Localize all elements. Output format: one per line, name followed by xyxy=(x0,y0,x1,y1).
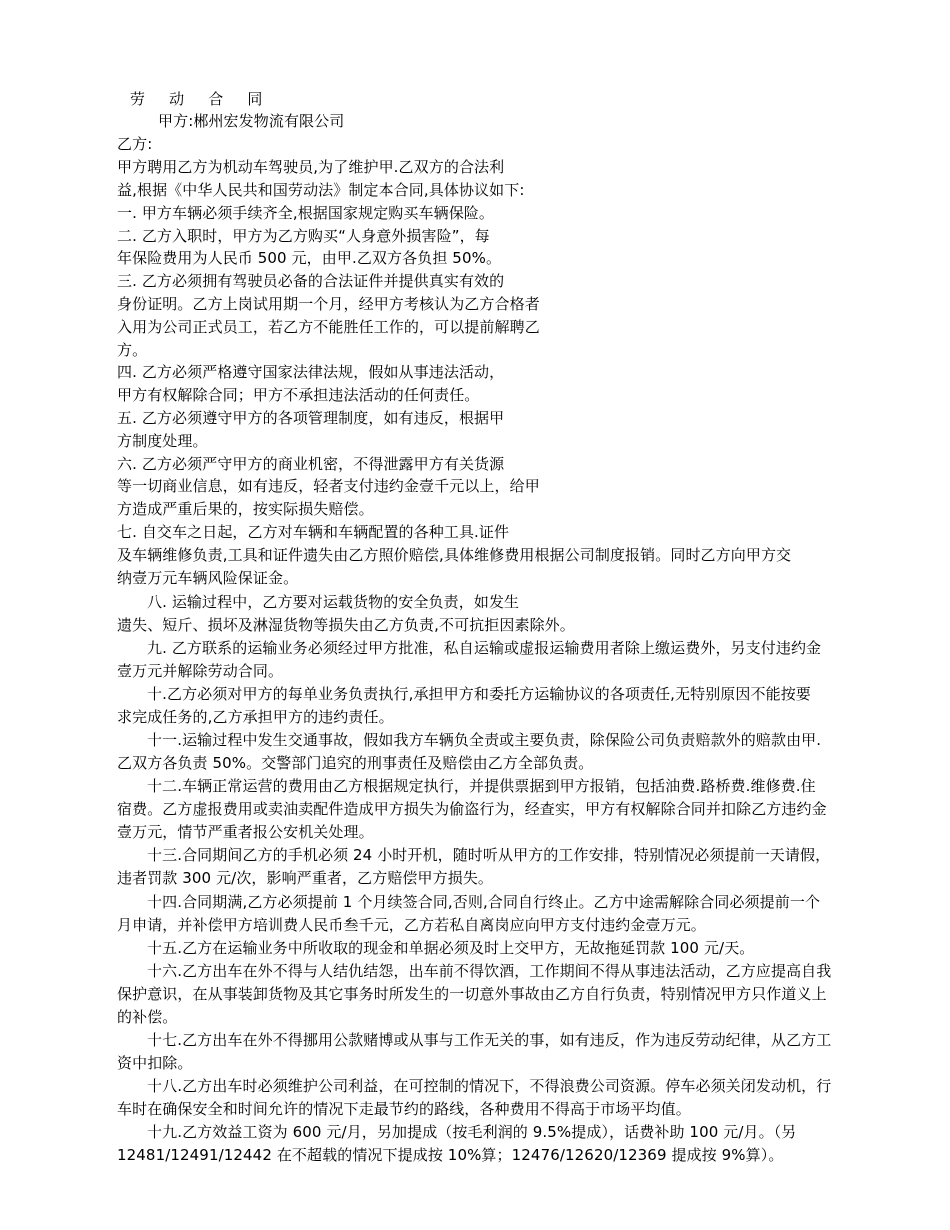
clause-19-line-2: 12481/12491/12442 在不超载的情况下提成按 10%算；12476/12620/12369 提成按 9%算）。 xyxy=(117,1146,784,1164)
contract-title xyxy=(130,88,870,110)
clause-8-line-2: 遗失、短斤、损坏及淋湿货物等损失由乙方负责,不可抗拒因素除外。 xyxy=(117,616,575,634)
clause-13-line-2: 违者罚款 300 元/次，影响严重者，乙方赔偿甲方损失。 xyxy=(117,869,494,887)
clause-9-line-1: 九. 乙方联系的运输业务必须经过甲方批准，私自运输或虚报运输费用者除上缴运费外，另支付违约金 xyxy=(147,639,822,657)
clause-18-line-1: 十八.乙方出车时必须维护公司利益，在可控制的情况下，不得浪费公司资源。停车必须关闭发动机，行 xyxy=(147,1077,832,1095)
clause-17-line-1: 十七.乙方出车在外不得挪用公款赌博或从事与工作无关的事，如有违反，作为违反劳动纪律，从乙方工 xyxy=(147,1031,832,1049)
clause-10-line-2: 求完成任务的,乙方承担甲方的违约责任。 xyxy=(117,708,394,726)
clause-8-line-1: 八. 运输过程中，乙方要对运载货物的安全负责，如发生 xyxy=(147,593,520,611)
text-line: 甲方有权解除合同；甲方不承担违法活动的任何责任。 xyxy=(117,386,480,404)
text-line: 纳壹万元车辆风险保证金。 xyxy=(117,569,299,587)
clause-19-line-1: 十九.乙方效益工资为 600 元/月，另加提成（按毛利润的 9.5%提成），话费补助 100 元/月。（另 xyxy=(147,1123,797,1141)
clause-18-line-2: 车时在确保安全和时间允许的情况下走最节约的路线，各种费用不得高于市场平均值。 xyxy=(117,1100,691,1118)
clause-12-line-1: 十二.车辆正常运营的费用由乙方根据规定执行，并提供票据到甲方报销，包括油费.路桥费.维修费.住 xyxy=(147,777,816,795)
text-line: 年保险费用为人民币 500 元，由甲.乙双方各负担 50%。 xyxy=(117,249,502,267)
text-line: 方制度处理。 xyxy=(117,432,208,450)
clause-16-line-2: 保护意识，在从事装卸货物及其它事务时所发生的一切意外事故由乙方自行负责，特别情况甲方只作道义上 xyxy=(117,985,827,1003)
party-a: 甲方:郴州宏发物流有限公司 xyxy=(158,112,345,130)
text-line: 及车辆维修负责,工具和证件遗失由乙方照价赔偿,具体维修费用根据公司制度报销。同时乙方向甲方交 xyxy=(117,546,792,564)
text-line: 五. 乙方必须遵守甲方的各项管理制度，如有违反，根据甲 xyxy=(117,409,505,427)
text-line: 益,根据《中华人民共和国劳动法》制定本合同,具体协议如下: xyxy=(117,181,525,199)
clause-14-line-1: 十四.合同期满,乙方必须提前 1 个月续签合同,否则,合同自行终止。乙方中途需解除合同必须提前一个 xyxy=(147,893,821,911)
text-line: 甲方聘用乙方为机动车驾驶员,为了维护甲.乙双方的合法利 xyxy=(117,158,505,176)
clause-16-line-1: 十六.乙方出车在外不得与人结仇结怨，出车前不得饮酒，工作期间不得从事违法活动，乙方应提高自我 xyxy=(147,962,832,980)
clause-9-line-2: 壹万元并解除劳动合同。 xyxy=(117,662,284,680)
text-line: 等一切商业信息，如有违反，轻者支付违约金壹千元以上，给甲 xyxy=(117,477,540,495)
text-line: 三. 乙方必须拥有驾驶员必备的合法证件并提供真实有效的 xyxy=(117,272,505,290)
clause-13-line-1: 十三.合同期间乙方的手机必须 24 小时开机，随时听从甲方的工作安排，特别情况必须提前一天请假， xyxy=(147,846,831,864)
clause-15-line-1: 十五.乙方在运输业务中所收取的现金和单据必须及时上交甲方，无故拖延罚款 100 元/天。 xyxy=(147,939,755,957)
clause-14-line-2: 月申请，并补偿甲方培训费人民币叁千元，乙方若私自离岗应向甲方支付违约金壹万元。 xyxy=(117,916,706,934)
text-line: 六. 乙方必须严守甲方的商业机密，不得泄露甲方有关货源 xyxy=(117,455,505,473)
clause-16-line-3: 的补偿。 xyxy=(117,1008,178,1026)
title-char: 合 xyxy=(208,90,224,108)
text-line: 二. 乙方入职时，甲方为乙方购买“人身意外损害险”，每 xyxy=(117,227,490,245)
clause-17-line-2: 资中扣除。 xyxy=(117,1054,193,1072)
text-line: 一. 甲方车辆必须手续齐全,根据国家规定购买车辆保险。 xyxy=(117,204,495,222)
clause-11-line-2: 乙双方各负责 50%。交警部门追究的刑事责任及赔偿由乙方全部负责。 xyxy=(117,754,594,772)
text-line: 方。 xyxy=(117,341,148,359)
text-line: 四. 乙方必须严格遵守国家法律法规，假如从事违法活动， xyxy=(117,363,505,381)
party-b: 乙方: xyxy=(117,135,153,153)
text-line: 方造成严重后果的，按实际损失赔偿。 xyxy=(117,500,374,518)
text-line: 七. 自交车之日起，乙方对车辆和车辆配置的各种工具.证件 xyxy=(117,523,510,541)
title-char: 同 xyxy=(247,90,263,108)
title-char: 动 xyxy=(169,90,185,108)
clause-11-line-1: 十一.运输过程中发生交通事故，假如我方车辆负全责或主要负责，除保险公司负责赔款外的赔款由甲. xyxy=(147,731,822,749)
clause-12-line-2: 宿费。乙方虚报费用或卖油卖配件造成甲方损失为偷盗行为，经查实，甲方有权解除合同并扣除乙方违约金 xyxy=(117,800,827,818)
text-line: 入用为公司正式员工，若乙方不能胜任工作的，可以提前解聘乙 xyxy=(117,318,540,336)
clause-12-line-3: 壹万元，情节严重者报公安机关处理。 xyxy=(117,823,374,841)
title-char: 劳 xyxy=(130,90,146,108)
text-line: 身份证明。乙方上岗试用期一个月，经甲方考核认为乙方合格者 xyxy=(117,295,540,313)
clause-10-line-1: 十.乙方必须对甲方的每单业务负责执行,承担甲方和委托方运输协议的各项责任,无特别原因不能按要 xyxy=(147,685,811,703)
